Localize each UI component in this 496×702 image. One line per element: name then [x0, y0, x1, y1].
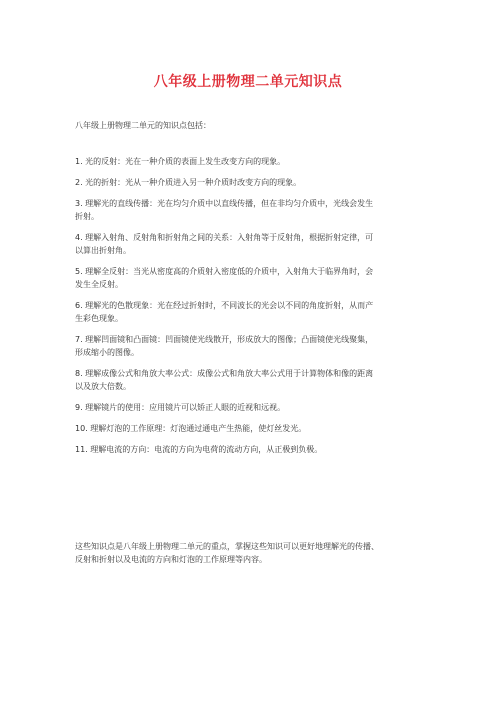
list-item: 3. 理解光的直线传播：光在均匀介质中以直线传播，但在非均匀介质中，光线会发生 折射。 — [75, 199, 374, 221]
conclusion-text: 这些知识点是八年级上册物理二单元的重点，掌握这些知识可以更好地理解光的传播、 反射和折射以及电流的方向和灯泡的工作原理等内容。 — [75, 542, 379, 564]
knowledge-points-list — [75, 155, 425, 464]
list-item: 1. 光的反射：光在一种介质的表面上发生改变方向的现象。 — [75, 157, 286, 166]
list-item: 8. 理解成像公式和角放大率公式：成像公式和角放大率公式用于计算物体和像的距离 以及放大倍数。 — [75, 369, 374, 391]
list-item: 6. 理解光的色散现象：光在经过折射时，不同波长的光会以不同的角度折射，从而产 生彩色现象。 — [75, 301, 374, 323]
list-item: 11. 理解电流的方向：电流的方向为电荷的流动方向，从正极到负极。 — [75, 445, 323, 454]
list-item: 5. 理解全反射：当光从密度高的介质射入密度低的介质中，入射角大于临界角时，会 发生全反射。 — [75, 267, 374, 289]
page-title: 八年级上册物理二单元知识点 — [153, 74, 343, 90]
intro-text: 八年级上册物理二单元的知识点包括： — [75, 121, 211, 130]
list-item: 4. 理解入射角、反射角和折射角之间的关系：入射角等于反射角，根据折射定律，可 以算出折射角。 — [75, 233, 374, 255]
list-item: 9. 理解镜片的使用：应用镜片可以矫正人眼的近视和远视。 — [75, 403, 286, 412]
list-item: 10. 理解灯泡的工作原理：灯泡通过通电产生热能，使灯丝发光。 — [75, 424, 307, 433]
list-item: 7. 理解凹面镜和凸面镜：凹面镜使光线散开，形成放大的图像；凸面镜使光线聚集， 形成缩小的图像。 — [75, 335, 374, 357]
list-item: 2. 光的折射：光从一种介质进入另一种介质时改变方向的现象。 — [75, 178, 302, 187]
